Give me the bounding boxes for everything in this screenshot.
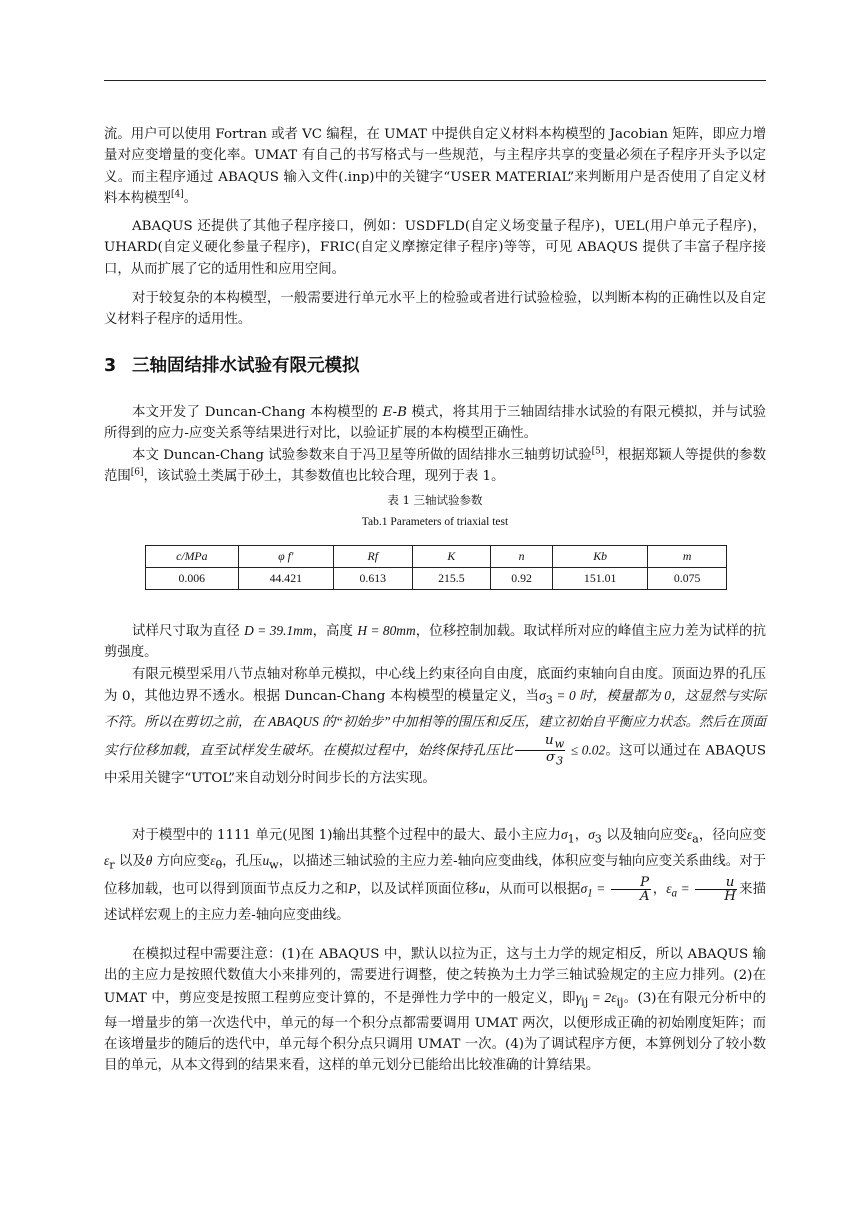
paragraph-simulation-notes: 在模拟过程中需要注意：(1)在 ABAQUS 中，默认以拉为正，这与土力学的规定相反，所以 ABAQUS 输出的主应力是按照代数值大小来排列的，需要进行调整，使之转换为土力学三轴试验规定的主应力排列。(2)在 UMAT 中，剪应变是按照工程剪应变计算的，不是弹性力学中的一般定义，即$\gamma_{ij} = 2\varepsilon_{ij}$。(3)在有限元分析中的每一增量步的第一次迭代中，单元的每一个积分点都需要调用 UMAT 两次，以便形成正确的初始刚度矩阵；而在该增量步的随后的迭代中，单元每个积分点只调用 UMAT 一次。(4)为了调试程序方便，本算例划分了较小数目的单元，从本文得到的结果来看，这样的单元划分已能给出比较准确的计算结果。 xyxy=(104,947,766,1074)
pore-pressure-ratio: $\frac{u_w}{\sigma_3}$ xyxy=(515,734,565,768)
header-m: m xyxy=(648,546,727,568)
parameters-table xyxy=(145,545,727,590)
section-title: 三轴固结排水试验有限元模拟 xyxy=(132,356,360,376)
header-rule xyxy=(104,80,766,81)
table-header-row xyxy=(146,546,727,568)
header-rf: Rf xyxy=(334,546,413,568)
paragraph-subroutine-interfaces: ABAQUS 还提供了其他子程序接口，例如：USDFLD(自定义场变量子程序)，UEL(用户单元子程序)，UHARD(自定义硬化参量子程序)，FRIC(自定义摩擦定律子程序)等等，可见 ABAQUS 提供了丰富子程序接口，从而扩展了它的适用性和应用空间。 xyxy=(104,219,766,277)
paragraph-umat-intro: 流。用户可以使用 Fortran 或者 VC 编程，在 UMAT 中提供自定义材料本构模型的 Jacobian 矩阵，即应力增量对应变增量的变化率。UMAT 有自己的书写格式与一些规范，与主程序共享的变量必须在子程序开头予以定义。而主程序通过 ABAQUS 输入文件(.inp)中的关键字“USER MATERIAL”来判断用户是否使用了自定义材料本构模型[4]。 xyxy=(104,127,766,206)
paragraph-eb-mode: 本文开发了 Duncan-Chang 本构模型的 E-B 模式，将其用于三轴固结排水试验的有限元模拟，并与试验所得到的应力-应变关系等结果进行对比，以验证扩展的本构模型正确性。 xyxy=(104,405,766,442)
header-kb: Kb xyxy=(552,546,647,568)
header-c: c/MPa xyxy=(146,546,239,568)
paragraph-specimen-size: 试样尺寸取为直径 D = 39.1mm，高度 H = 80mm，位移控制加载。取试样所对应的峰值主应力差为试样的抗剪强度。 xyxy=(104,623,766,661)
value-phi: 44.421 xyxy=(238,568,333,590)
header-phi: φ f' xyxy=(238,546,333,568)
value-m: 0.075 xyxy=(648,568,727,590)
citation-4: [4] xyxy=(170,189,184,200)
value-k: 215.5 xyxy=(412,568,491,590)
table-caption-cn: 表 1 三轴试验参数 xyxy=(387,493,483,507)
formula-epsilon-a: $\varepsilon_a$ = xyxy=(666,880,694,900)
formula-sigma1: $\sigma_1$ = xyxy=(580,880,609,900)
header-n: n xyxy=(491,546,553,568)
value-c: 0.006 xyxy=(146,568,239,590)
paragraph-complex-models: 对于较复杂的本构模型，一般需要进行单元水平上的检验或者进行试验检验，以判断本构的正确性以及自定义材料子程序的适用性。 xyxy=(104,291,766,328)
table-caption-en: Tab.1 Parameters of triaxial test xyxy=(361,516,509,528)
paragraph-element-output: 对于模型中的 1111 单元(见图 1)输出其整个过程中的最大、最小主应力$\sigma_1$，$\sigma_3$ 以及轴向应变$\varepsilon_a$，径向应变$\varepsilon_r$ 以及θ 方向应变$\varepsilon_\theta$，孔压$u_w$，以描述三轴试验的主应力差-轴向应变曲线，体积应变与轴向应变关系曲线。对于位移加载，也可以得到顶面节点反力之和P，以及试样顶面位移u，从而可以根据$\sigma_1$ = $\frac{P}{A}$ ，$\varepsilon_a$ = $\frac{u}{H}$ 来描述试样宏观上的主应力差-轴向应变曲线。 xyxy=(104,827,767,923)
value-kb: 151.01 xyxy=(552,568,647,590)
value-rf: 0.613 xyxy=(334,568,413,590)
section-heading xyxy=(104,352,360,377)
table-row xyxy=(146,568,727,590)
section-number: 3 xyxy=(104,356,117,376)
value-n: 0.92 xyxy=(491,568,553,590)
header-k: K xyxy=(412,546,491,568)
paragraph-test-parameters: 本文 Duncan-Chang 试验参数来自于冯卫星等所做的固结排水三轴剪切试验[5]，根据郑颖人等提供的参数范围[6]，该试验土类属于砂土，其参数值也比较合理，现列于表 1。 xyxy=(104,446,766,485)
paragraph-fem-model: 有限元模型采用八节点轴对称单元模拟，中心线上约束径向自由度，底面约束轴向自由度。顶面边界的孔压为 0，其他边界不透水。根据 Duncan-Chang 本构模型的模量定义，当$\sigma_3 = 0$ 时，模量都为 0，这显然与实际不符。所以在剪切之前，在 ABAQUS 的“初始步”中加相等的围压和反压，建立初始自平衡应力状态。然后在顶面实行位移加载，直至试样发生破坏。在模拟过程中，始终保持孔压比 $\frac{u_w}{\sigma_3}$ ≤ 0.02。这可以通过在 ABAQUS 中采用关键字“UTOL”来自动划分时间步长的方法实现。 xyxy=(104,667,767,786)
